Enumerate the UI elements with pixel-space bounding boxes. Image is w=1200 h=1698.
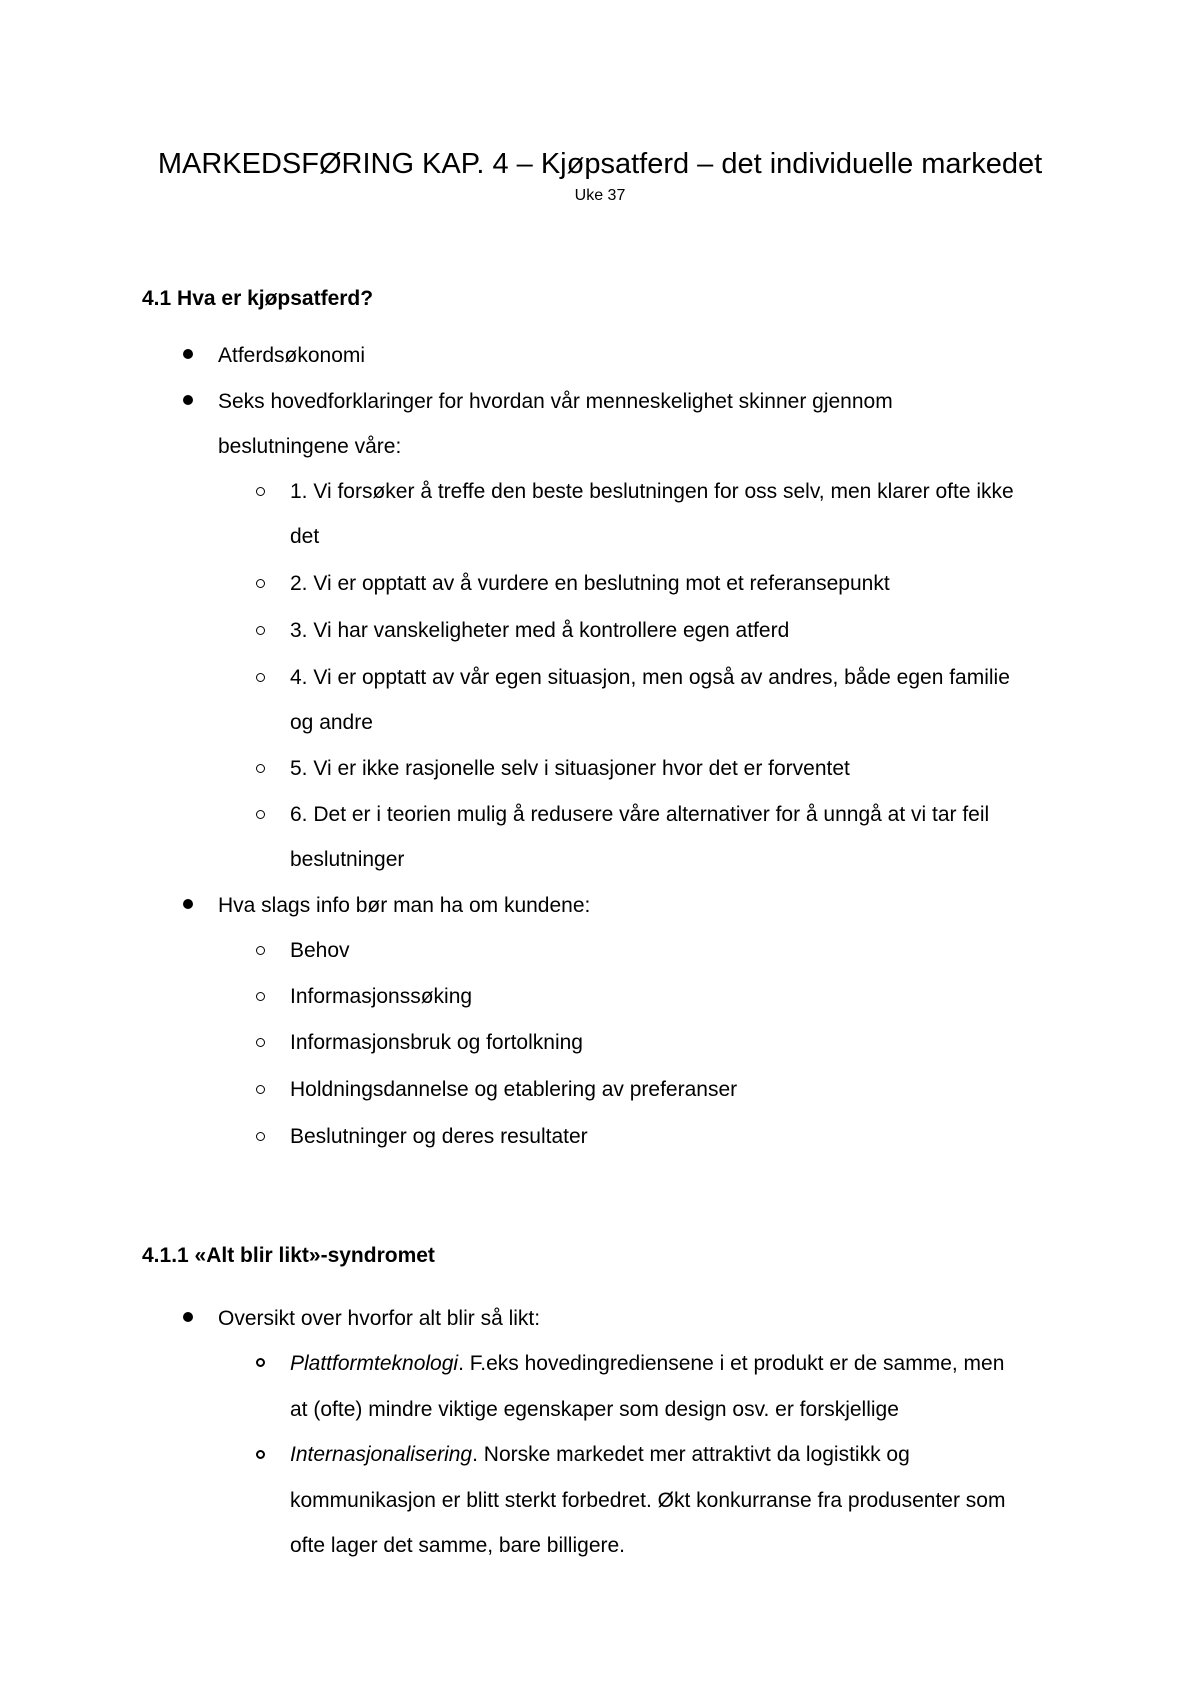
circle-bullet-icon (256, 946, 265, 955)
circle-bullet-icon (256, 1450, 265, 1459)
info-item-behov: Behov (290, 939, 350, 962)
info-item-informasjonsbruk: Informasjonsbruk og fortolkning (290, 1031, 583, 1054)
explanation-item-1: 1. Vi forsøker å treffe den beste beslutningen for oss selv, men klarer ofte ikke (290, 480, 1014, 503)
reason-item-internasjonalisering-cont: kommunikasjon er blitt sterkt forbedret. Økt konkurranse fra produsenter som (290, 1489, 1006, 1512)
circle-bullet-icon (256, 1038, 265, 1047)
circle-bullet-icon (256, 626, 265, 635)
explanation-item-3: 3. Vi har vanskeligheter med å kontrollere egen atferd (290, 619, 790, 642)
reason-item-plattformteknologi (290, 1351, 1004, 1377)
bullet-icon (183, 1312, 193, 1322)
circle-bullet-icon (256, 579, 265, 588)
document-title: MARKEDSFØRING KAP. 4 – Kjøpsatferd – det individuelle markedet (157, 148, 1043, 180)
reason-item-plattformteknologi-cont: at (ofte) mindre viktige egenskaper som design osv. er forskjellige (290, 1398, 899, 1421)
circle-bullet-icon (256, 1085, 265, 1094)
bullet-icon (183, 899, 193, 909)
reason-item-internasjonalisering (290, 1442, 910, 1468)
circle-bullet-icon (256, 487, 265, 496)
explanation-item-6: 6. Det er i teorien mulig å redusere våre alternativer for å unngå at vi tar feil (290, 803, 990, 826)
info-item-holdningsdannelse: Holdningsdannelse og etablering av preferanser (290, 1078, 738, 1101)
explanation-item-2: 2. Vi er opptatt av å vurdere en beslutning mot et referansepunkt (290, 572, 890, 595)
section-heading-4-1: 4.1 Hva er kjøpsatferd? (142, 287, 374, 310)
circle-bullet-icon (256, 1358, 265, 1367)
bullet-icon (183, 395, 193, 405)
section-heading-4-1-1: 4.1.1 «Alt blir likt»-syndromet (142, 1244, 435, 1267)
explanation-item-6-cont: beslutninger (290, 848, 405, 871)
explanation-item-5: 5. Vi er ikke rasjonelle selv i situasjoner hvor det er forventet (290, 757, 850, 780)
term-plattformteknologi: Plattformteknologi (290, 1352, 459, 1375)
list-item-seks-hovedforklaringer: Seks hovedforklaringer for hvordan vår menneskelighet skinner gjennom (218, 390, 893, 413)
list-item-oversikt: Oversikt over hvorfor alt blir så likt: (218, 1307, 541, 1330)
circle-bullet-icon (256, 1132, 265, 1141)
explanation-item-4-cont: og andre (290, 711, 373, 734)
info-item-informasjonssoking: Informasjonssøking (290, 985, 473, 1008)
info-item-beslutninger: Beslutninger og deres resultater (290, 1125, 588, 1148)
explanation-item-4: 4. Vi er opptatt av vår egen situasjon, men også av andres, både egen familie (290, 666, 1010, 689)
term-internasjonalisering: Internasjonalisering (290, 1443, 473, 1466)
document-subtitle: Uke 37 (574, 187, 626, 204)
list-item-seks-hovedforklaringer-cont: beslutningene våre: (218, 435, 402, 458)
list-item-hva-slags-info: Hva slags info bør man ha om kundene: (218, 894, 591, 917)
reason-item-internasjonalisering-cont2: ofte lager det samme, bare billigere. (290, 1534, 626, 1557)
circle-bullet-icon (256, 673, 265, 682)
reason-text: . F.eks hovedingrediensene i et produkt er de samme, men (458, 1352, 1005, 1375)
list-item-atferdsokonomi: Atferdsøkonomi (218, 344, 366, 367)
circle-bullet-icon (256, 764, 265, 773)
bullet-icon (183, 349, 193, 359)
circle-bullet-icon (256, 810, 265, 819)
circle-bullet-icon (256, 992, 265, 1001)
explanation-item-1-cont: det (290, 525, 320, 548)
reason-text: . Norske markedet mer attraktivt da logistikk og (472, 1443, 910, 1466)
